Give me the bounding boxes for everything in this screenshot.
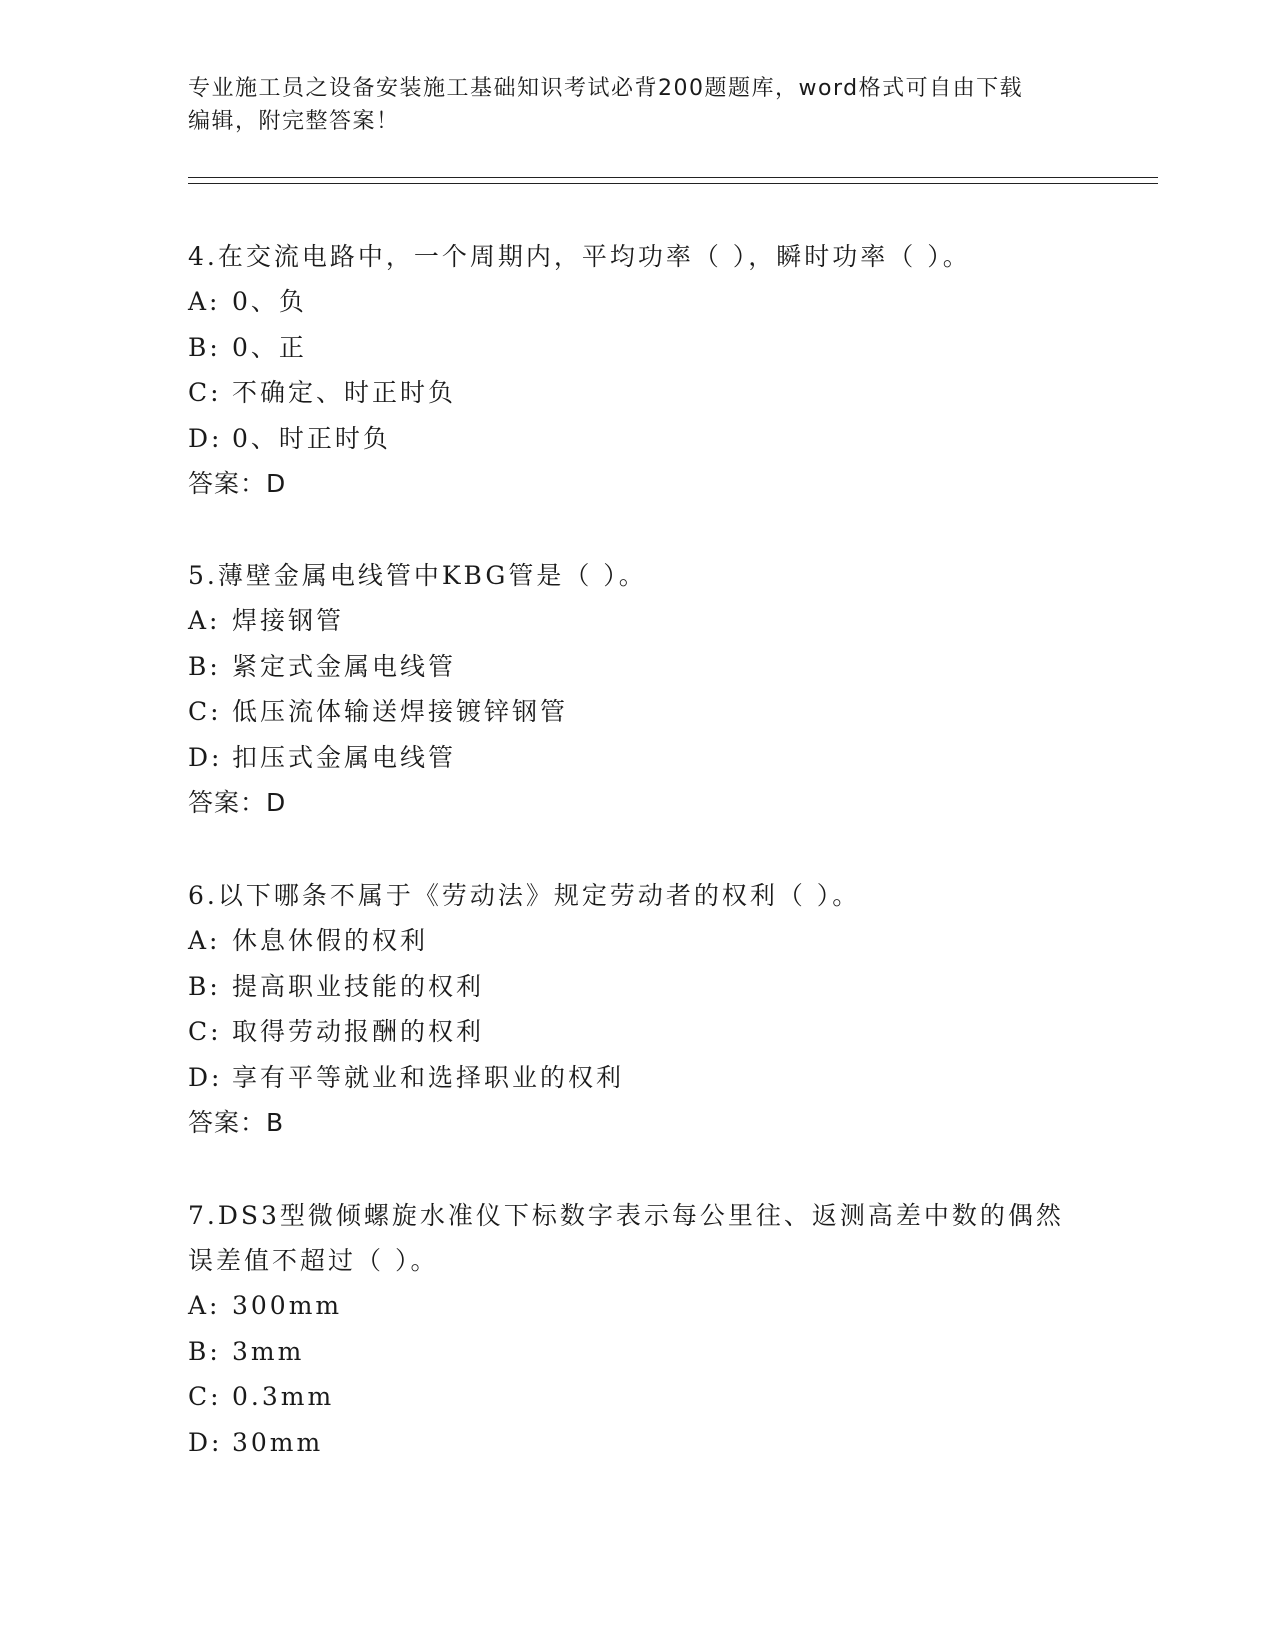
option-text: 低压流体输送焊接镀锌钢管 xyxy=(232,697,569,726)
option-text: 享有平等就业和选择职业的权利 xyxy=(232,1062,625,1092)
header-title-line-2: 编辑，附完整答案！ xyxy=(188,109,400,134)
option-text: 0、正 xyxy=(232,332,307,362)
option-text: 焊接钢管 xyxy=(232,606,345,635)
option-d xyxy=(188,1420,1088,1466)
question-4 xyxy=(188,234,1088,506)
option-a xyxy=(188,918,1088,964)
option-d xyxy=(188,1055,1088,1101)
option-b xyxy=(188,644,1088,690)
option-letter: C: xyxy=(188,1017,222,1046)
option-letter: D: xyxy=(188,742,223,772)
question-7 xyxy=(188,1193,1088,1465)
option-letter: D: xyxy=(188,1427,223,1457)
option-c xyxy=(188,1009,1088,1055)
option-letter: B: xyxy=(188,1336,221,1366)
header-title-line-1: 专业施工员之设备安装施工基础知识考试必背200题题库，word格式可自由下载 xyxy=(188,76,1024,101)
option-text: 取得劳动报酬的权利 xyxy=(232,1017,485,1046)
question-5 xyxy=(188,553,1088,825)
option-letter: A: xyxy=(188,287,221,316)
option-a xyxy=(188,598,1088,644)
option-text: 0.3mm xyxy=(232,1382,335,1411)
option-a xyxy=(188,279,1088,325)
option-letter: D: xyxy=(188,423,223,453)
header-divider-top xyxy=(188,177,1158,178)
answer-line: 答案：B xyxy=(188,1108,285,1137)
option-letter: A: xyxy=(188,606,221,635)
option-letter: B: xyxy=(188,971,221,1001)
question-stem: 6.以下哪条不属于《劳动法》规定劳动者的权利（ ）。 xyxy=(188,881,861,910)
option-letter: C: xyxy=(188,697,222,726)
option-c xyxy=(188,689,1088,735)
option-text: 3mm xyxy=(232,1336,305,1366)
option-text: 0、负 xyxy=(232,287,307,316)
option-text: 扣压式金属电线管 xyxy=(232,742,457,772)
option-b xyxy=(188,1329,1088,1375)
option-d xyxy=(188,735,1088,781)
option-text: 0、时正时负 xyxy=(232,423,391,453)
answer-line: 答案：D xyxy=(188,788,287,817)
answer-line: 答案：D xyxy=(188,469,287,498)
option-a xyxy=(188,1283,1088,1329)
document-header xyxy=(188,72,1088,138)
option-c xyxy=(188,370,1088,416)
option-letter: B: xyxy=(188,651,221,681)
option-text: 300mm xyxy=(232,1291,343,1320)
option-letter: A: xyxy=(188,1291,221,1320)
header-divider-bottom xyxy=(188,183,1158,184)
question-stem: 5.薄壁金属电线管中KBG管是（ ）。 xyxy=(188,561,647,590)
option-b xyxy=(188,964,1088,1010)
option-b xyxy=(188,325,1088,371)
question-6 xyxy=(188,873,1088,1145)
option-text: 30mm xyxy=(232,1427,324,1457)
option-letter: A: xyxy=(188,926,221,955)
option-letter: C: xyxy=(188,378,222,407)
question-stem: 4.在交流电路中，一个周期内，平均功率（ ），瞬时功率（ ）。 xyxy=(188,242,971,271)
option-letter: D: xyxy=(188,1062,223,1092)
option-text: 休息休假的权利 xyxy=(232,926,429,955)
option-text: 不确定、时正时负 xyxy=(232,378,457,407)
option-d xyxy=(188,416,1088,462)
option-letter: C: xyxy=(188,1382,222,1411)
option-c xyxy=(188,1374,1088,1420)
option-text: 紧定式金属电线管 xyxy=(232,651,457,681)
option-letter: B: xyxy=(188,332,221,362)
question-stem: 7.DS3型微倾螺旋水准仪下标数字表示每公里往、返测高差中数的偶然误差值不超过（ ）。 xyxy=(188,1201,1064,1275)
option-text: 提高职业技能的权利 xyxy=(232,971,485,1001)
